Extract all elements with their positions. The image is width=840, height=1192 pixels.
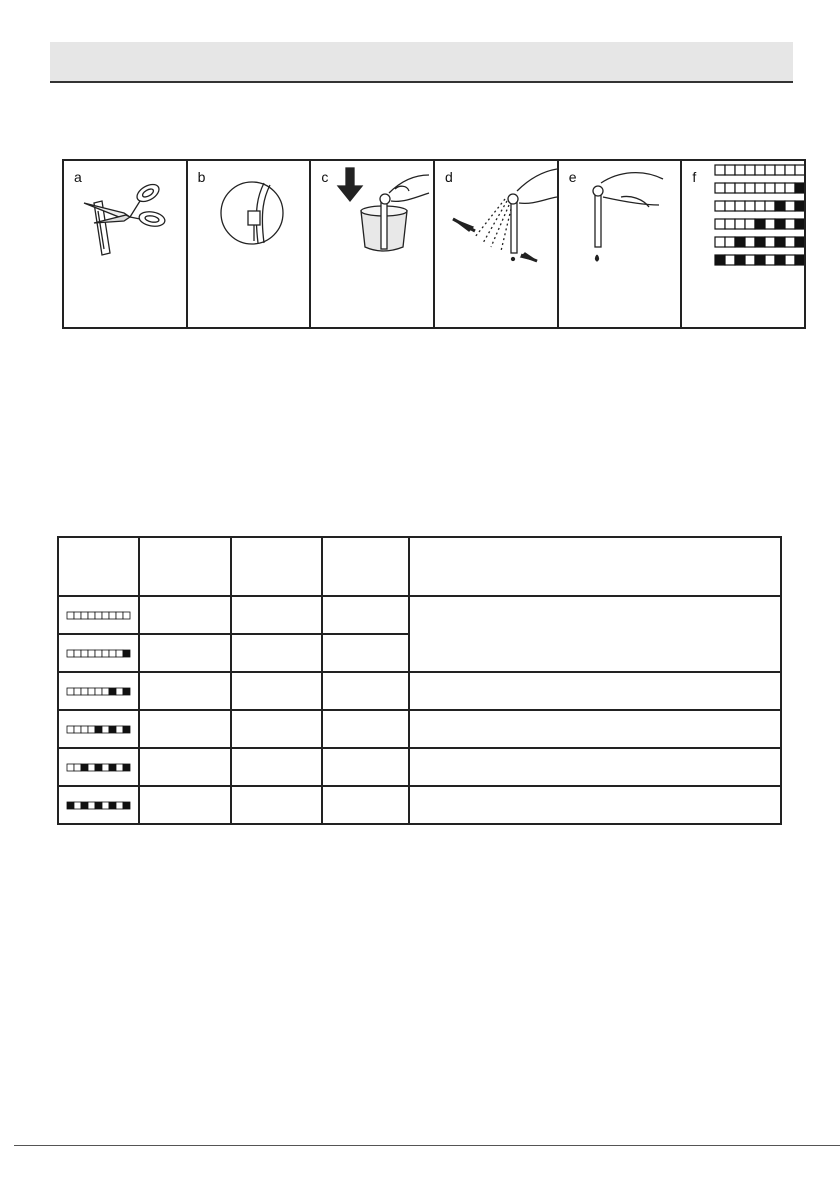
- table-row: [58, 596, 781, 634]
- strip-square-filled: [735, 255, 745, 265]
- strip-square-empty: [116, 650, 123, 657]
- test-strip-icon: [65, 724, 133, 734]
- strip-square-empty: [102, 650, 109, 657]
- hold-strip-drip-icon: [559, 161, 683, 327]
- table-row: [58, 786, 781, 824]
- strip-square-empty: [67, 650, 74, 657]
- step-letter: b: [197, 169, 206, 185]
- dip-strip-in-glass-icon: [311, 161, 435, 327]
- strip-square-filled: [795, 183, 804, 193]
- strip-square-empty: [725, 219, 735, 229]
- strip-square-empty: [102, 764, 109, 771]
- test-strip-icon: [65, 648, 133, 658]
- strip-square-empty: [74, 650, 81, 657]
- note-cell: [409, 596, 781, 672]
- strip-square-filled: [123, 802, 130, 809]
- strip-square-filled: [775, 237, 785, 247]
- table-header-cell: [322, 537, 409, 596]
- table-cell: [322, 786, 409, 824]
- step-letter: d: [445, 169, 453, 185]
- strip-square-empty: [116, 688, 123, 695]
- table-cell: [231, 710, 322, 748]
- strip-square-empty: [88, 650, 95, 657]
- table-row: [58, 672, 781, 710]
- strip-cell: [58, 596, 139, 634]
- strip-square-empty: [735, 201, 745, 211]
- note-cell: [409, 710, 781, 748]
- strip-square-filled: [109, 726, 116, 733]
- strip-square-empty: [735, 183, 745, 193]
- strip-square-empty: [715, 183, 725, 193]
- table-header-cell: [58, 537, 139, 596]
- hardness-table: [57, 536, 782, 825]
- shake-off-strip-icon: [435, 161, 559, 327]
- strip-square-empty: [745, 165, 755, 175]
- strip-square-empty: [116, 612, 123, 619]
- strip-square-filled: [715, 255, 725, 265]
- table-cell: [139, 786, 231, 824]
- table-cell: [139, 634, 231, 672]
- strip-square-empty: [765, 255, 775, 265]
- strip-square-empty: [765, 165, 775, 175]
- strip-square-empty: [765, 237, 775, 247]
- scissors-cutting-strip-icon: [64, 161, 181, 327]
- strip-square-empty: [775, 183, 785, 193]
- strip-cell: [58, 634, 139, 672]
- strip-square-empty: [755, 183, 765, 193]
- table-header-cell: [139, 537, 231, 596]
- table-cell: [139, 596, 231, 634]
- strip-square-empty: [725, 165, 735, 175]
- strip-square-empty: [745, 255, 755, 265]
- strip-square-empty: [102, 802, 109, 809]
- strip-square-empty: [102, 688, 109, 695]
- strip-square-empty: [715, 201, 725, 211]
- strip-square-empty: [102, 612, 109, 619]
- strip-square-empty: [116, 764, 123, 771]
- strip-square-filled: [775, 201, 785, 211]
- footer-rule: [14, 1145, 840, 1146]
- table-cell: [139, 710, 231, 748]
- table-cell: [231, 748, 322, 786]
- strip-square-empty: [67, 726, 74, 733]
- step-f: [682, 161, 804, 327]
- table-cell: [231, 672, 322, 710]
- strip-square-empty: [715, 165, 725, 175]
- strip-square-filled: [755, 219, 765, 229]
- table-cell: [139, 748, 231, 786]
- strip-square-empty: [109, 650, 116, 657]
- strip-square-filled: [775, 219, 785, 229]
- table-row: [58, 710, 781, 748]
- strip-square-empty: [116, 802, 123, 809]
- strip-square-filled: [95, 764, 102, 771]
- table-cell: [322, 634, 409, 672]
- strip-square-empty: [725, 237, 735, 247]
- strip-square-empty: [102, 726, 109, 733]
- result-strips-chart-icon: [682, 161, 804, 327]
- strip-square-empty: [745, 201, 755, 211]
- step-c: [311, 161, 435, 327]
- strip-square-empty: [67, 764, 74, 771]
- strip-square-empty: [775, 165, 785, 175]
- strip-cell: [58, 786, 139, 824]
- strip-square-empty: [755, 165, 765, 175]
- table-cell: [231, 596, 322, 634]
- strip-square-empty: [785, 219, 795, 229]
- table-cell: [322, 748, 409, 786]
- strip-square-filled: [795, 237, 804, 247]
- strip-square-filled: [123, 726, 130, 733]
- strip-square-filled: [123, 688, 130, 695]
- step-d: [435, 161, 559, 327]
- strip-square-filled: [795, 201, 804, 211]
- strip-square-empty: [745, 237, 755, 247]
- note-cell: [409, 786, 781, 824]
- test-strip-icon: [65, 686, 133, 696]
- strip-square-empty: [735, 165, 745, 175]
- strip-square-empty: [745, 219, 755, 229]
- step-letter: e: [568, 169, 577, 185]
- strip-square-filled: [109, 764, 116, 771]
- strip-square-filled: [67, 802, 74, 809]
- table-cell: [231, 634, 322, 672]
- table-cell: [322, 710, 409, 748]
- table-cell: [139, 672, 231, 710]
- strip-square-empty: [116, 726, 123, 733]
- strip-square-filled: [123, 764, 130, 771]
- strip-square-empty: [795, 165, 804, 175]
- strip-square-filled: [755, 237, 765, 247]
- strip-square-empty: [785, 165, 795, 175]
- strip-square-empty: [88, 726, 95, 733]
- strip-square-empty: [81, 726, 88, 733]
- strip-square-empty: [81, 688, 88, 695]
- strip-square-empty: [67, 688, 74, 695]
- strip-square-empty: [765, 201, 775, 211]
- table-cell: [322, 596, 409, 634]
- test-strip-icon: [65, 800, 133, 810]
- strip-square-empty: [88, 612, 95, 619]
- strip-square-filled: [755, 255, 765, 265]
- step-b: [188, 161, 312, 327]
- strip-square-empty: [725, 255, 735, 265]
- strip-square-empty: [81, 612, 88, 619]
- strip-square-empty: [74, 764, 81, 771]
- strip-square-empty: [745, 183, 755, 193]
- strip-square-empty: [109, 612, 116, 619]
- strip-square-filled: [123, 650, 130, 657]
- strip-cell: [58, 672, 139, 710]
- step-e: [559, 161, 683, 327]
- section-header-bar: [50, 42, 793, 83]
- strip-square-empty: [765, 183, 775, 193]
- strip-square-empty: [74, 726, 81, 733]
- strip-square-filled: [109, 688, 116, 695]
- strip-square-empty: [785, 255, 795, 265]
- test-strip-icon: [65, 610, 133, 620]
- table-cell: [231, 786, 322, 824]
- strip-square-empty: [725, 201, 735, 211]
- strip-square-empty: [715, 219, 725, 229]
- strip-square-empty: [785, 201, 795, 211]
- note-cell: [409, 748, 781, 786]
- strip-square-filled: [95, 802, 102, 809]
- step-a: [64, 161, 188, 327]
- strip-square-empty: [95, 612, 102, 619]
- strip-square-empty: [74, 802, 81, 809]
- test-strip-in-water-stream-icon: [188, 161, 312, 327]
- strip-square-filled: [735, 237, 745, 247]
- strip-square-empty: [735, 219, 745, 229]
- strip-square-empty: [74, 688, 81, 695]
- step-letter: f: [692, 169, 697, 185]
- strip-square-empty: [88, 802, 95, 809]
- instruction-steps-panel: [62, 159, 806, 329]
- strip-square-empty: [81, 650, 88, 657]
- strip-square-empty: [715, 237, 725, 247]
- strip-square-empty: [123, 612, 130, 619]
- strip-cell: [58, 710, 139, 748]
- table-cell: [322, 672, 409, 710]
- strip-square-filled: [95, 726, 102, 733]
- strip-square-empty: [785, 237, 795, 247]
- strip-square-empty: [88, 688, 95, 695]
- strip-square-empty: [725, 183, 735, 193]
- strip-square-empty: [95, 688, 102, 695]
- step-letter: c: [321, 169, 329, 185]
- strip-square-filled: [109, 802, 116, 809]
- table-header-cell: [231, 537, 322, 596]
- strip-square-empty: [765, 219, 775, 229]
- table-header-cell: [409, 537, 781, 596]
- table-header-row: [58, 537, 781, 596]
- table-row: [58, 748, 781, 786]
- strip-square-empty: [785, 183, 795, 193]
- strip-square-empty: [74, 612, 81, 619]
- strip-square-filled: [775, 255, 785, 265]
- strip-square-filled: [81, 802, 88, 809]
- strip-square-empty: [67, 612, 74, 619]
- strip-square-filled: [81, 764, 88, 771]
- strip-square-filled: [795, 219, 804, 229]
- step-letter: a: [74, 169, 82, 185]
- test-strip-icon: [65, 762, 133, 772]
- strip-square-empty: [95, 650, 102, 657]
- strip-cell: [58, 748, 139, 786]
- strip-square-empty: [88, 764, 95, 771]
- note-cell: [409, 672, 781, 710]
- strip-square-empty: [755, 201, 765, 211]
- strip-square-filled: [795, 255, 804, 265]
